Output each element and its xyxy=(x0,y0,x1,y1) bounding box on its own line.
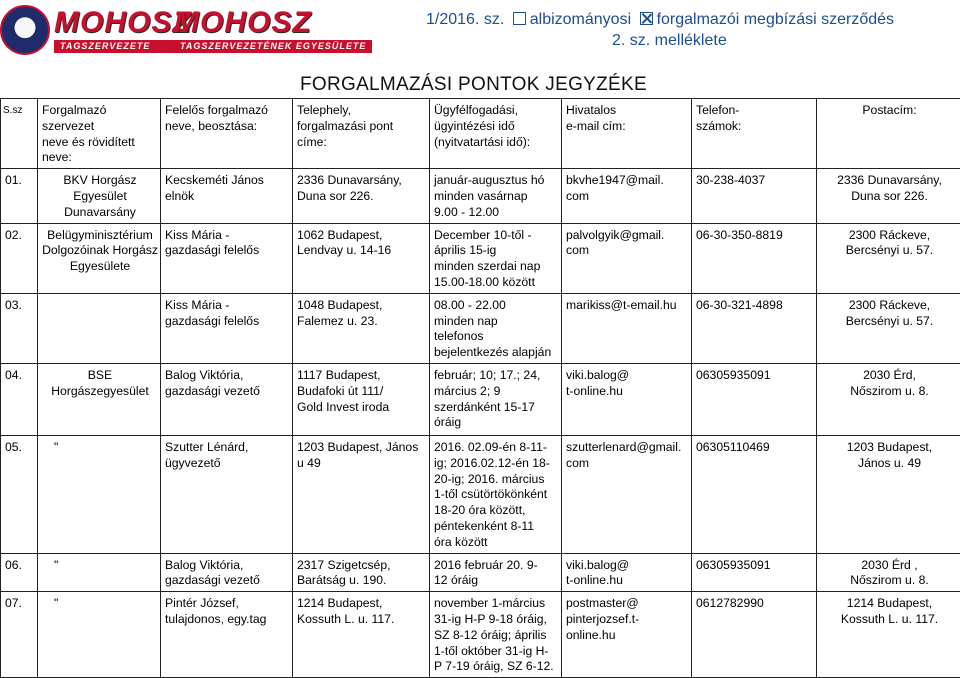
header-postal-address: Postacím: xyxy=(817,99,960,169)
row-number-text: 01. xyxy=(5,173,22,187)
cell-email xyxy=(562,363,692,435)
cell-line: óráig xyxy=(434,415,559,431)
cell-email xyxy=(562,169,692,223)
cell-line: Kecskeméti János xyxy=(165,173,290,189)
row-number-text: 07. xyxy=(5,596,22,610)
cell-line: viki.balog@ xyxy=(566,558,689,574)
row-number-text: 05. xyxy=(5,440,22,454)
cell-line: Bercsényi u. 57. xyxy=(821,314,958,330)
cell-line: Dolgozóinak Horgász xyxy=(42,243,158,259)
cell-hours xyxy=(430,435,562,553)
cell-line: Kossuth L. u. 117. xyxy=(297,612,427,628)
cell-line: com xyxy=(566,456,689,472)
cell-line: János u. 49 xyxy=(821,456,958,472)
cell-organization xyxy=(38,223,161,293)
cell-line: 2300 Ráckeve, xyxy=(821,298,958,314)
header-email: Hivatalos e-mail cím: xyxy=(562,99,692,169)
cell-line: Szutter Lénárd, xyxy=(165,440,290,456)
cell-line: tulajdonos, egy.tag xyxy=(165,612,290,628)
contract-number: 1/2016. sz. xyxy=(426,11,504,28)
cell-line: BKV Horgász xyxy=(42,173,158,189)
cell-phone xyxy=(692,169,817,223)
cell-line: ügyvezető xyxy=(165,456,290,472)
logo-word: MOHOSZ xyxy=(54,8,192,38)
checkbox-forgalmazoi-icon xyxy=(640,12,653,25)
cell-line: 1214 Budapest, xyxy=(297,596,427,612)
cell-line: gazdasági felelős xyxy=(165,314,290,330)
cell-site xyxy=(293,363,430,435)
cell-site xyxy=(293,223,430,293)
option-albizomanyosi: albizományosi xyxy=(530,11,631,28)
cell-line: február; 10; 17.; 24, xyxy=(434,368,559,384)
cell-site xyxy=(293,592,430,678)
cell-line: online.hu xyxy=(566,628,689,644)
cell-line: Duna sor 226. xyxy=(297,189,427,205)
cell-line: március 2; 9 xyxy=(434,384,559,400)
cell-line: 9.00 - 12.00 xyxy=(434,205,559,221)
header-phone: Telefon- számok: xyxy=(692,99,817,169)
cell-line: 06305935091 xyxy=(696,558,814,574)
cell-line: SZ 8-12 óráig; április xyxy=(434,628,559,644)
cell-line: 0612782990 xyxy=(696,596,814,612)
annex-label: 2. sz. melléklete xyxy=(612,32,727,50)
cell-hours xyxy=(430,553,562,592)
cell-line: P 7-19 óráig, SZ 6-12. xyxy=(434,659,559,675)
cell-line: gazdasági felelős xyxy=(165,243,290,259)
header-sz: S.sz xyxy=(1,99,38,169)
fish-emblem-icon xyxy=(0,5,50,55)
cell-line: 2016 február 20. 9- xyxy=(434,558,559,574)
cell-line: 06-30-350-8819 xyxy=(696,228,814,244)
cell-line: péntekenként 8-11 xyxy=(434,519,559,535)
cell-line: telefonos xyxy=(434,329,559,345)
header-site: Telephely, forgalmazási pont címe: xyxy=(293,99,430,169)
cell-postal-address xyxy=(817,293,960,363)
cell-site xyxy=(293,169,430,223)
cell-line: 1203 Budapest, János xyxy=(297,440,427,456)
cell-line: Falemez u. 23. xyxy=(297,314,427,330)
cell-line: 1214 Budapest, xyxy=(821,596,958,612)
cell-line: palvolgyik@gmail. xyxy=(566,228,689,244)
cell-line: óra között xyxy=(434,535,559,551)
cell-site xyxy=(293,293,430,363)
row-number xyxy=(1,592,38,678)
cell-line: elnök xyxy=(165,189,290,205)
cell-line: com xyxy=(566,243,689,259)
cell-postal-address xyxy=(817,553,960,592)
cell-line: Balog Viktória, xyxy=(165,558,290,574)
cell-line: 18-20 óra között, xyxy=(434,503,559,519)
cell-line: Gold Invest iroda xyxy=(297,400,427,416)
cell-line: 2016. 02.09-én 8-11- xyxy=(434,440,559,456)
cell-line: 31-ig H-P 9-18 óráig, xyxy=(434,612,559,628)
cell-line: 20-ig; 2016. március xyxy=(434,472,559,488)
cell-organization xyxy=(38,435,161,553)
row-number-text: 04. xyxy=(5,368,22,382)
cell-line: 06305110469 xyxy=(696,440,814,456)
row-number xyxy=(1,223,38,293)
cell-line: Kiss Mária - xyxy=(165,228,290,244)
cell-line: 1117 Budapest, xyxy=(297,368,427,384)
cell-line: ig; 2016.02.12-én 18- xyxy=(434,456,559,472)
cell-hours xyxy=(430,169,562,223)
cell-line: január-augusztus hó xyxy=(434,173,559,189)
cell-responsible xyxy=(161,435,293,553)
cell-line: " xyxy=(54,440,158,456)
cell-email xyxy=(562,223,692,293)
cell-responsible xyxy=(161,223,293,293)
cell-line: marikiss@t-email.hu xyxy=(566,298,689,314)
cell-line: 1-től október 31-ig H- xyxy=(434,644,559,660)
cell-line: szutterlenard@gmail. xyxy=(566,440,689,456)
table-header-row xyxy=(1,99,960,169)
cell-line: Belügyminisztérium xyxy=(42,228,158,244)
cell-line: viki.balog@ xyxy=(566,368,689,384)
cell-line: minden nap xyxy=(434,314,559,330)
cell-line: December 10-től - xyxy=(434,228,559,244)
cell-line: 1048 Budapest, xyxy=(297,298,427,314)
cell-email xyxy=(562,435,692,553)
cell-line: Egyesület xyxy=(42,189,158,205)
cell-hours xyxy=(430,223,562,293)
cell-organization xyxy=(38,553,161,592)
header-band xyxy=(0,0,960,78)
cell-responsible xyxy=(161,363,293,435)
cell-line: t-online.hu xyxy=(566,384,689,400)
cell-organization xyxy=(38,592,161,678)
cell-line: Kiss Mária - xyxy=(165,298,290,314)
cell-postal-address xyxy=(817,435,960,553)
cell-email xyxy=(562,592,692,678)
table-row xyxy=(1,553,960,592)
table-row xyxy=(1,592,960,678)
header-responsible: Felelős forgalmazó neve, beosztása: xyxy=(161,99,293,169)
cell-line: " xyxy=(54,558,158,574)
cell-organization xyxy=(38,293,161,363)
table-row xyxy=(1,223,960,293)
row-number-text: 06. xyxy=(5,558,22,572)
cell-phone xyxy=(692,592,817,678)
cell-line: 06-30-321-4898 xyxy=(696,298,814,314)
cell-line: 08.00 - 22.00 xyxy=(434,298,559,314)
checkbox-albizomanyosi-icon xyxy=(513,12,526,25)
cell-site xyxy=(293,553,430,592)
cell-responsible xyxy=(161,592,293,678)
cell-line: " xyxy=(54,596,158,612)
table-row xyxy=(1,293,960,363)
cell-line: u 49 xyxy=(297,456,427,472)
table-row xyxy=(1,169,960,223)
cell-line: 2300 Ráckeve, xyxy=(821,228,958,244)
cell-line: 2336 Dunavarsány, xyxy=(297,173,427,189)
cell-postal-address xyxy=(817,592,960,678)
cell-line: 06305935091 xyxy=(696,368,814,384)
cell-responsible xyxy=(161,169,293,223)
document-reference xyxy=(426,10,894,29)
cell-line: postmaster@ xyxy=(566,596,689,612)
cell-organization xyxy=(38,363,161,435)
cell-line: Pintér József, xyxy=(165,596,290,612)
cell-line: Egyesülete xyxy=(42,259,158,275)
cell-line: Nőszirom u. 8. xyxy=(821,384,958,400)
cell-organization xyxy=(38,169,161,223)
cell-responsible xyxy=(161,293,293,363)
cell-line: november 1-március xyxy=(434,596,559,612)
option-forgalmazoi: forgalmazói megbízási szerződés xyxy=(657,11,894,28)
distribution-points-table xyxy=(0,98,960,678)
cell-line: gazdasági vezető xyxy=(165,573,290,589)
row-number xyxy=(1,363,38,435)
cell-phone xyxy=(692,363,817,435)
cell-line: minden szerdai nap xyxy=(434,259,559,275)
table-row xyxy=(1,363,960,435)
cell-line: Nőszirom u. 8. xyxy=(821,573,958,589)
cell-line: Lendvay u. 14-16 xyxy=(297,243,427,259)
cell-line: bejelentkezés alapján xyxy=(434,345,559,361)
row-number xyxy=(1,553,38,592)
mohosz-logo-1 xyxy=(0,2,146,58)
row-number xyxy=(1,293,38,363)
cell-phone xyxy=(692,435,817,553)
cell-line: Balog Viktória, xyxy=(165,368,290,384)
cell-line: Kossuth L. u. 117. xyxy=(821,612,958,628)
cell-postal-address xyxy=(817,223,960,293)
page-title: FORGALMAZÁSI PONTOK JEGYZÉKE xyxy=(300,74,700,96)
row-number-text: 03. xyxy=(5,298,22,312)
cell-line: 2030 Érd , xyxy=(821,558,958,574)
cell-line: 15.00-18.00 között xyxy=(434,275,559,291)
cell-postal-address xyxy=(817,169,960,223)
row-number xyxy=(1,435,38,553)
cell-line: Dunavarsány xyxy=(42,205,158,221)
cell-line: szerdánként 15-17 xyxy=(434,400,559,416)
logo-subtitle: TAGSZERVEZETE xyxy=(54,40,192,53)
cell-phone xyxy=(692,223,817,293)
cell-line: gazdasági vezető xyxy=(165,384,290,400)
row-number xyxy=(1,169,38,223)
cell-line: Barátság u. 190. xyxy=(297,573,427,589)
cell-site xyxy=(293,435,430,553)
cell-line: 2317 Szigetcsép, xyxy=(297,558,427,574)
cell-line: pinterjozsef.t- xyxy=(566,612,689,628)
cell-line: 1062 Budapest, xyxy=(297,228,427,244)
cell-email xyxy=(562,553,692,592)
header-org: Forgalmazó szervezet neve és rövidített neve: xyxy=(38,99,161,169)
cell-line: 30-238-4037 xyxy=(696,173,814,189)
cell-line: Duna sor 226. xyxy=(821,189,958,205)
cell-phone xyxy=(692,553,817,592)
cell-line: minden vasárnap xyxy=(434,189,559,205)
logo-word: MOHOSZ xyxy=(174,8,372,38)
cell-line: 1203 Budapest, xyxy=(821,440,958,456)
cell-email xyxy=(562,293,692,363)
cell-line: bkvhe1947@mail. xyxy=(566,173,689,189)
cell-line: 12 óráig xyxy=(434,573,559,589)
cell-line: 1-től csütörtökönként xyxy=(434,487,559,503)
logo-subtitle: TAGSZERVEZETÉNEK EGYESÜLETE xyxy=(174,40,372,53)
cell-line: április 15-ig xyxy=(434,243,559,259)
cell-responsible xyxy=(161,553,293,592)
row-number-text: 02. xyxy=(5,228,22,242)
cell-postal-address xyxy=(817,363,960,435)
cell-hours xyxy=(430,293,562,363)
cell-line: t-online.hu xyxy=(566,573,689,589)
table-row xyxy=(1,435,960,553)
header-hours: Ügyfélfogadási, ügyintézési idő (nyitvatartási idő): xyxy=(430,99,562,169)
cell-line: BSE xyxy=(42,368,158,384)
cell-line: Bercsényi u. 57. xyxy=(821,243,958,259)
cell-line: 2030 Érd, xyxy=(821,368,958,384)
cell-line: 2336 Dunavarsány, xyxy=(821,173,958,189)
cell-line: com xyxy=(566,189,689,205)
cell-line: Horgászegyesület xyxy=(42,384,158,400)
cell-hours xyxy=(430,592,562,678)
cell-hours xyxy=(430,363,562,435)
cell-line: Budafoki út 111/ xyxy=(297,384,427,400)
cell-phone xyxy=(692,293,817,363)
